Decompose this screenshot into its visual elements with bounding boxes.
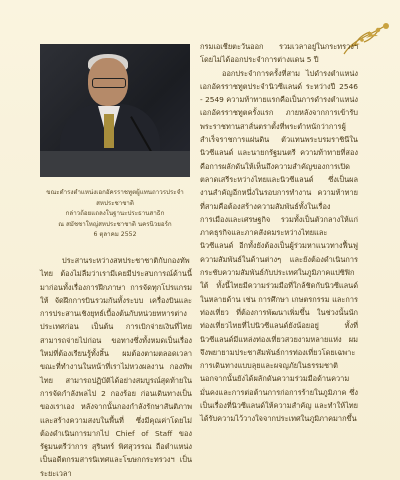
right-paragraph-2: ออกประจำการครั้งที่สาม ไปดำรงตำแหน่งเอกอัครราชทูตประจำนิวซีแลนด์ ระหว่างปี 2546 - 2549 ความท้าทายแรกคือเป็นการดำรงตำแหน่งเอกอัครราชทูตครั้งแรก ภายหลังจากการเข้ารับพระราชทานสาส์นตราตั้งที่พระตำหนักว่าการผู้สำเร็จราชการแผ่นดิน ตัวแทนพระบรมราชินีในนิวซีแลนด์ และนายกรัฐมนตรี ความท้าทายที่สองคือการผลักดันให้เห็นถึงความสำคัญของการเปิดตลาดเสรีระหว่างไทยและนิวซีแลนด์ ซึ่งเป็นผลงานสำคัญอีกหนึ่งในรอบการทำงาน ความท้าทายที่สามคือต้องสร้างความสัมพันธ์ทั้งในเรื่องการเมืองและเศรษฐกิจ รวมทั้งเป็นตัวกลางให้แก่ภาคธุรกิจและภาคสังคมระหว่างไทยและนิวซีแลนด์ อีกทั้งยังต้องเป็นผู้ร่วมหาแนวทางฟื้นฟูความสัมพันธ์ในด้านต่างๆ และยังต้องดำเนินการกระชับความสัมพันธ์กับประเทศในภูมิภาคแปซิฟิกใต้ ทั้งนี้ไทยมีความร่วมมือที่ใกล้ชิดกับนิวซีแลนด์ในหลายด้าน เช่น การศึกษา เกษตรกรรม และการท่องเที่ยว ที่ต้องการพัฒนาเพิ่มขึ้น ในช่วงนั้นนักท่องเที่ยวไทยที่ไปนิวซีแลนด์ยังน้อยอยู่ ทั้งที่นิวซีแลนด์มีแหล่งท่องเที่ยวสวยงามหลายแห่ง ผมจึงพยายามประชาสัมพันธ์การท่องเที่ยวโดยเฉพาะการเดินทางแบบลุยและผจญภัยในธรรมชาติ นอกจากนั้นยังได้ผลักดันความร่วมมือด้านความมั่นคงและการต่อต้านการก่อการร้ายในภูมิภาค ซึ่งเป็นเรื่องที่นิวซีแลนด์ให้ความสำคัญ และทำให้ไทยได้รับความไว้วางใจจากประเทศในภูมิภาคมากขึ้น [200, 68, 358, 424]
photo-speaker [40, 44, 190, 177]
caption-line: ณ สมัชชาใหญ่สหประชาชาติ นครนิวยอร์ก [58, 220, 172, 228]
left-column [40, 254, 192, 480]
left-paragraph: ประสานระหว่างสหประชาชาติกับกองทัพไทย ต้องไม่ลืมว่าเรามีเคยมีประสบการณ์ด้านนี้มาก่อนทั้งเรื่องการฝึกภาษา การจัดทุกโปรแกรมให้ จัดฝึกการบินรวมกันทั้งระบบ เครื่องบินและการประสานเชิงยุทธ์เบื้องต้นกับหน่วยทหารต่างประเทศก่อน เป็นต้น การเบิกจ่ายเงินที่ไทยสามารถจ่ายไปก่อน ขอทางซึ่งทั้งหมดเป็นเรื่องใหม่ที่ต้องเรียนรู้ทั้งสิ้น ผมต้องตามตลอดเวลา ขณะที่ทำงานในหน้าที่เราไม่หวงผลงาน กองทัพไทย สามารถปฏิบัติได้อย่างสมบูรณ์สุดท้ายในการจัดกำลังพลไป 2 กองร้อย ก่อนเดินทางเป็นของเราเอง หลังจากนั้นกองกำลังรักษาสันติภาพ และสร้างความสงบในพื้นที่ ซึ่งมีคุณค่าโดยไม่ต้องดำเนินการมากไป Chief of Staff ของรัฐมนตรีว่าการ สุรินทร์ พิศสุวรรณ ถือตำแหน่งเป็นอดีตกรมสารนิเทศและโฆษกกระทรวงฯ เป็นระยะเวลา [40, 256, 192, 478]
photo-caption [40, 188, 190, 241]
caption-line: 6 ตุลาคม 2552 [93, 231, 137, 238]
right-paragraph-1: กรมเอเชียตะวันออก รวมเวลาอยู่ในกระทรวงฯ โดยไม่ได้ออกประจำการต่างแดน 5 ปี [200, 42, 358, 65]
right-column [200, 40, 358, 426]
caption-line: กล่าวถ้อยแถลงในฐานะประธานสาธิก [65, 210, 165, 217]
caption-line: ขณะดำรงตำแหน่งเอกอัครราชทูตผู้แทนถาวรประจำสหประชาชาติ [46, 189, 184, 207]
